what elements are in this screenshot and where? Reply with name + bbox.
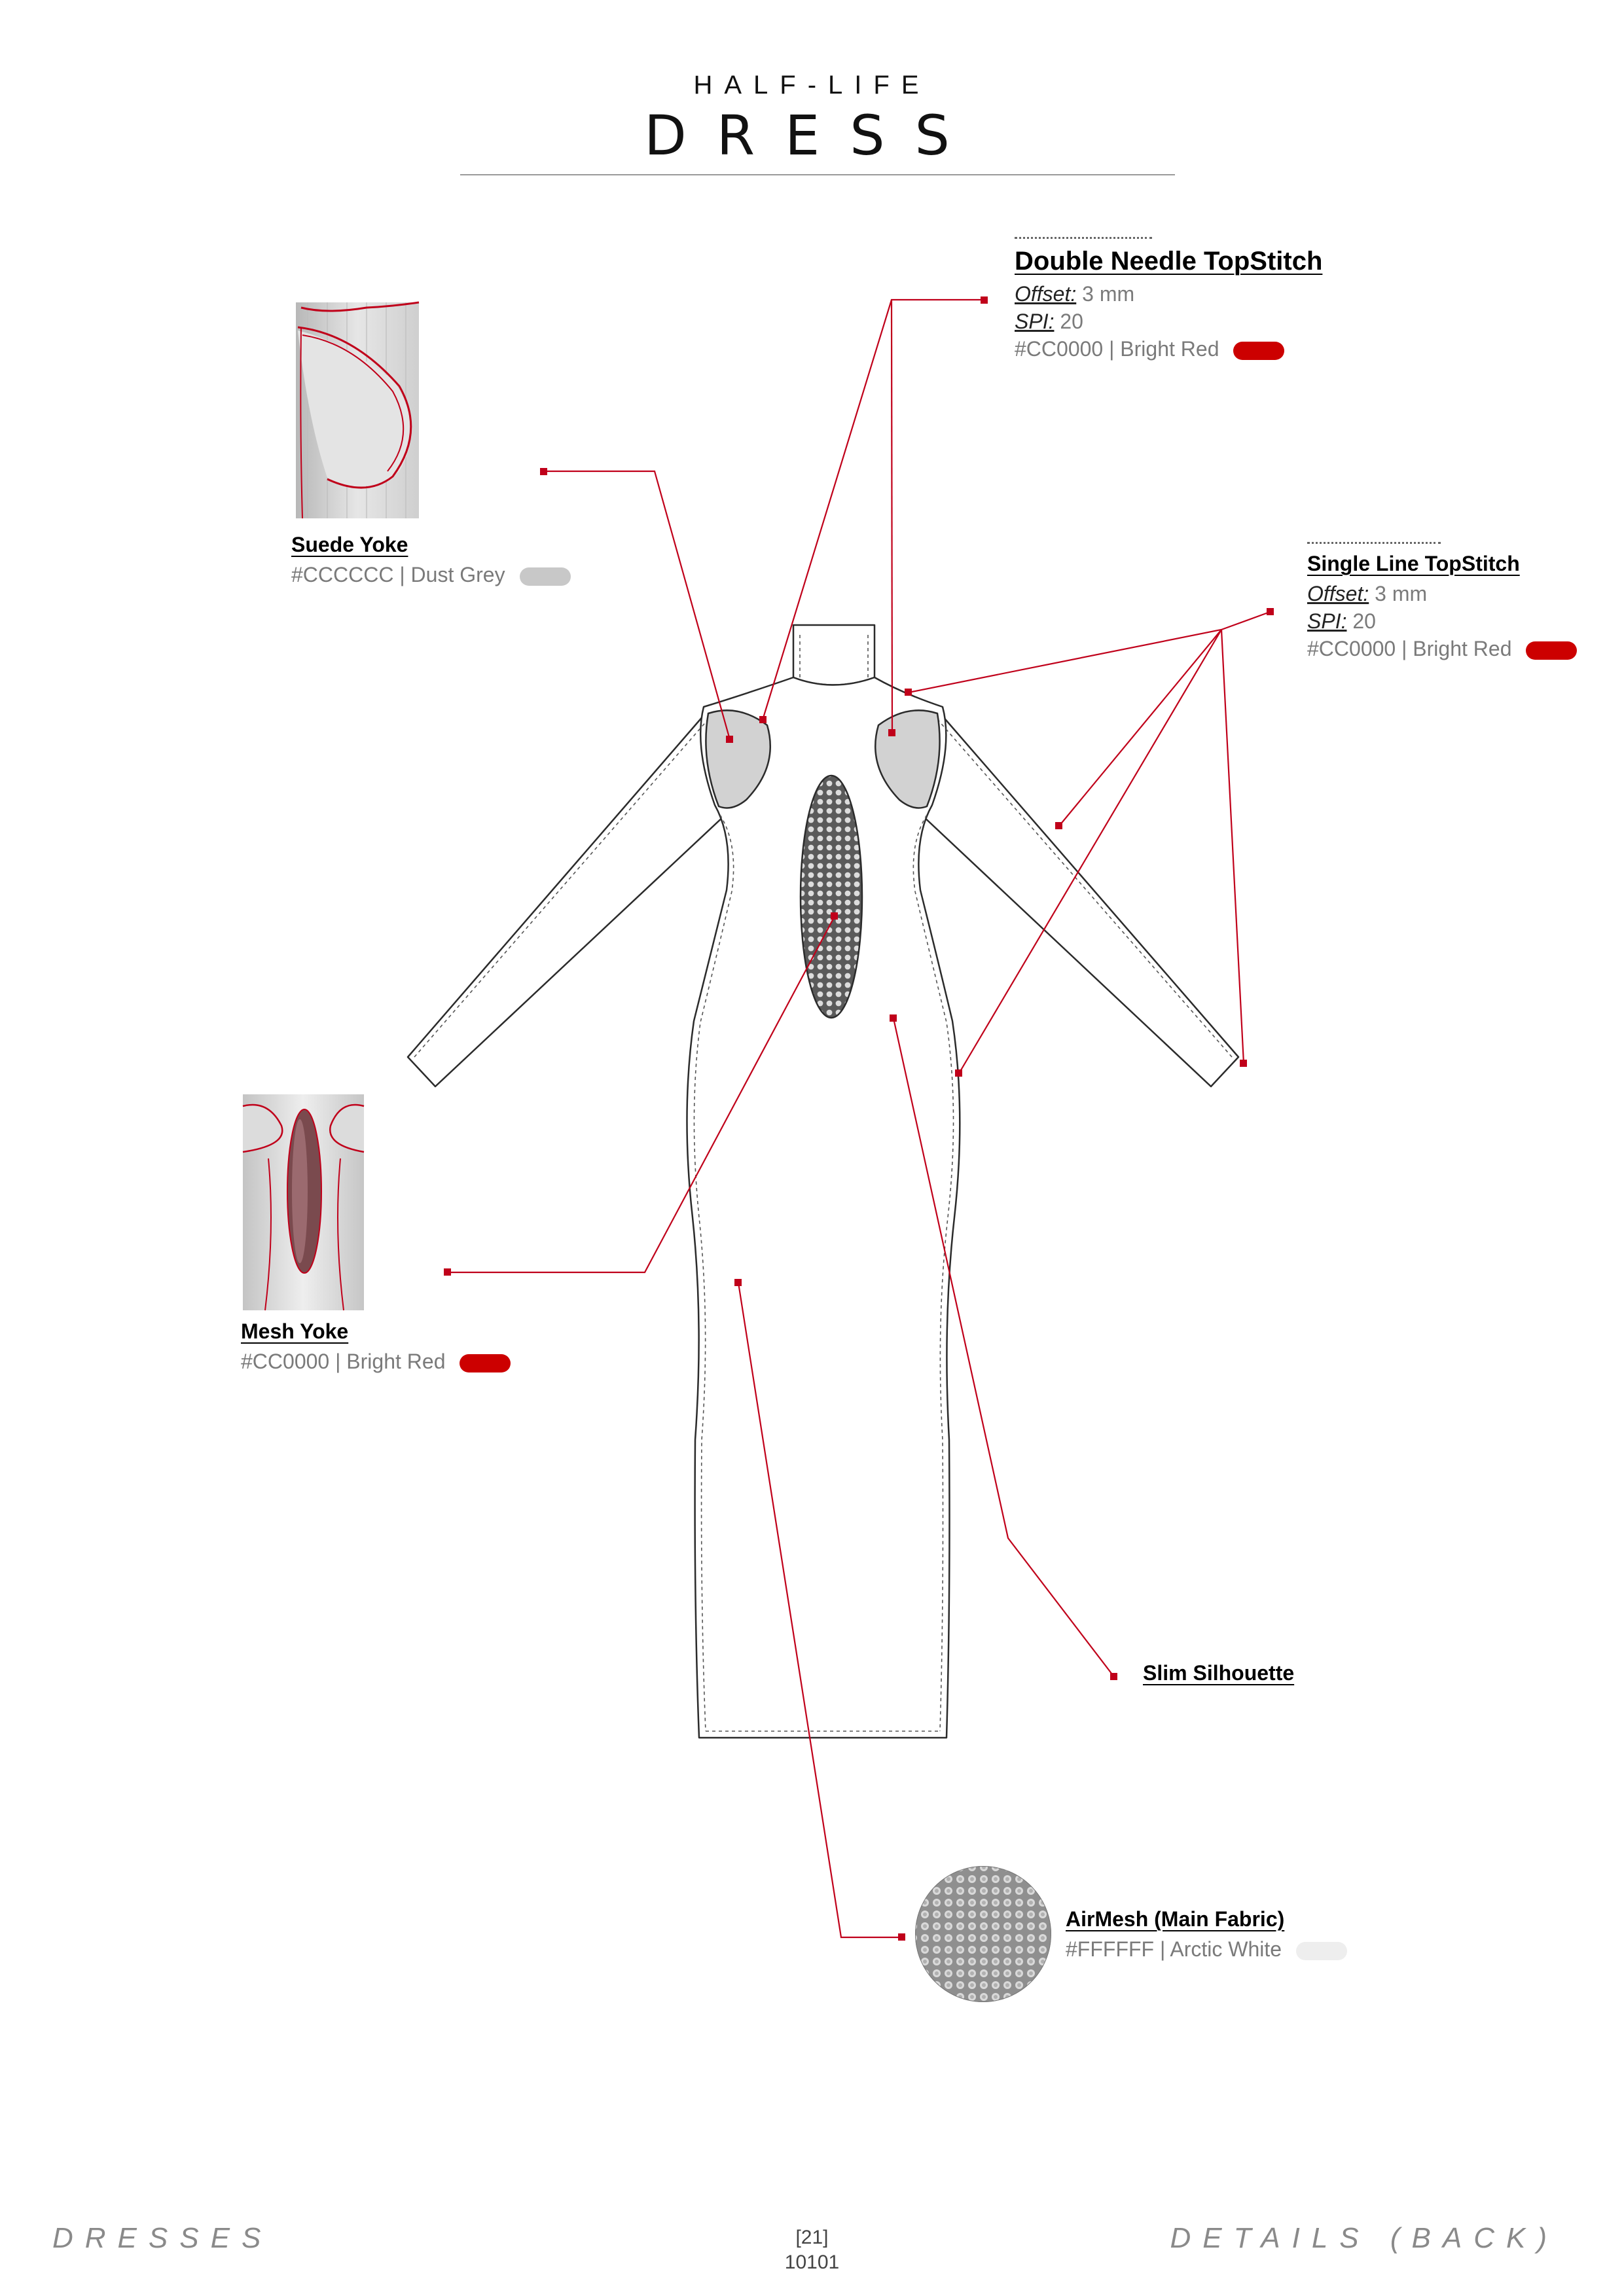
spec-color: #CC0000 | Bright Red [1307, 635, 1577, 662]
callout-single-line [1307, 542, 1577, 662]
callout-double-needle [1015, 237, 1322, 363]
leader-end-marker [1110, 1673, 1117, 1680]
leader-end-marker [734, 1279, 742, 1286]
color-swatch [1233, 342, 1284, 360]
leader-end-marker [831, 912, 838, 920]
callout-title: Suede Yoke [291, 533, 408, 556]
leader-end-marker [444, 1268, 451, 1276]
right-sleeve [922, 710, 1238, 1086]
footer-page-label: DETAILS (BACK) [1170, 2222, 1559, 2254]
callout-dotted-rule [1307, 542, 1441, 544]
spec-spi: SPI: 20 [1015, 310, 1083, 333]
spec-color: #CC0000 | Bright Red [241, 1348, 511, 1375]
page-title: DRESS [644, 103, 980, 168]
color-swatch [460, 1354, 511, 1372]
suede-yoke-photo [296, 302, 419, 518]
callout-title: Mesh Yoke [241, 1319, 349, 1343]
mesh-back-panel [801, 776, 862, 1018]
spec-color: #FFFFFF | Arctic White [1066, 1935, 1347, 1963]
page-index: [21] [795, 2227, 829, 2248]
callout-airmesh [1066, 1907, 1347, 1963]
leader-end-marker [890, 1014, 897, 1022]
callout-title: Single Line TopStitch [1307, 552, 1520, 575]
leader-end-marker [955, 1069, 962, 1077]
color-swatch [1296, 1942, 1347, 1960]
callout-title: Double Needle TopStitch [1015, 247, 1323, 276]
leader-end-marker [1055, 822, 1062, 829]
left-sleeve [408, 710, 725, 1086]
leader-single-line-cuff [1221, 630, 1244, 1064]
leader-end-marker [1267, 608, 1274, 615]
callout-mesh-yoke [241, 1319, 511, 1375]
spec-offset: Offset: 3 mm [1307, 582, 1428, 605]
leader-end-marker [759, 716, 767, 723]
spec-offset: Offset: 3 mm [1015, 282, 1135, 306]
color-swatch [1526, 641, 1577, 660]
collar [793, 625, 875, 685]
callout-dotted-rule [1015, 237, 1152, 239]
page-code: 10101 [784, 2251, 840, 2273]
spec-color: #CCCCCC | Dust Grey [291, 561, 571, 588]
color-swatch [520, 567, 571, 586]
leader-end-marker [898, 1933, 905, 1941]
brand-top-text: HALF-LIFE [693, 71, 931, 99]
callout-suede-yoke [291, 533, 571, 588]
leader-end-marker [905, 689, 912, 696]
airmesh-fabric-swatch-image [910, 1859, 1060, 2009]
leader-single-line-collar [909, 612, 1270, 692]
footer-section-label: DRESSES [52, 2222, 273, 2254]
leader-end-marker [726, 736, 733, 743]
spec-spi: SPI: 20 [1307, 609, 1376, 633]
leader-single-line-sleeve [1059, 630, 1221, 826]
callout-title: Slim Silhouette [1143, 1661, 1295, 1685]
spec-color: #CC0000 | Bright Red [1015, 335, 1322, 363]
callout-slim-silhouette [1143, 1661, 1294, 1685]
leader-end-marker [540, 468, 547, 475]
leader-end-marker [1240, 1060, 1247, 1067]
leader-suede-yoke [543, 471, 730, 740]
leader-end-marker [888, 729, 895, 736]
mesh-yoke-photo [243, 1094, 364, 1310]
callout-title: AirMesh (Main Fabric) [1066, 1907, 1285, 1931]
leader-end-marker [981, 296, 988, 304]
